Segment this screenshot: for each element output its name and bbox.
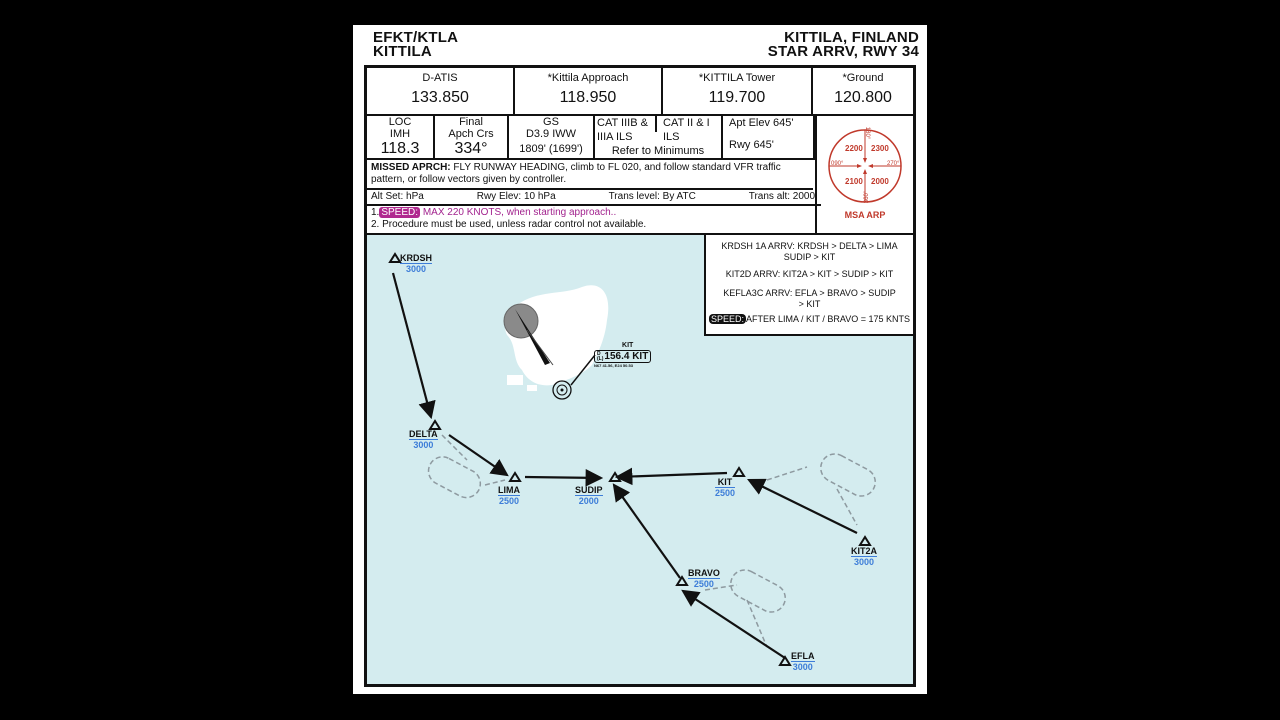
gs-altitude: 1809' (1699'): [519, 143, 583, 155]
final-label: Apch Crs: [448, 128, 494, 140]
legend-kit2d: KIT2D ARRV: KIT2A > KIT > SUDIP > KIT: [725, 269, 894, 279]
cat3-label: CAT IIIB & IIIA ILS: [597, 117, 648, 143]
category-divider: [655, 116, 657, 132]
chart-frame: [364, 65, 916, 687]
speed-note: MAX 220 KNOTS, when starting approach..: [422, 207, 617, 218]
loc-frequency: 118.3: [380, 140, 420, 157]
freq-value: 133.850: [411, 89, 469, 106]
legend-kefla3c-cont: > KIT: [798, 299, 821, 309]
gs-label: GS: [543, 116, 559, 128]
msa-diagram: [815, 114, 913, 233]
category-cell: [595, 114, 723, 158]
plan-view-map: [367, 235, 913, 684]
navaid-coordinates: N67 41.56, E24 50.53: [594, 363, 633, 368]
freq-value: 120.800: [834, 89, 892, 106]
freq-approach: [515, 68, 663, 114]
navaid-frequency: 156.4 KIT: [604, 351, 649, 362]
airport-elevation: Apt Elev 645': [729, 117, 794, 129]
navaid-kit[interactable]: [594, 342, 651, 369]
navaid-class-prefix: (L): [597, 355, 604, 362]
note-2: 2. Procedure must be used, unless radar control not available.: [371, 219, 647, 230]
minimums-note: Refer to Minimums: [611, 145, 705, 157]
loc-ident: IMH: [389, 128, 411, 140]
final-label: Final: [459, 116, 483, 128]
airport-location: KITTILA, FINLAND: [784, 29, 919, 46]
waypoint-name: SUDIP: [575, 485, 603, 495]
waypoint-efla[interactable]: [791, 651, 815, 672]
waypoint-altitude: 3000: [792, 662, 813, 672]
loc-label: LOC: [388, 116, 412, 128]
freq-label: *Kittila Approach: [547, 72, 629, 84]
waypoint-bravo[interactable]: [688, 568, 720, 589]
glideslope-cell: [509, 114, 595, 158]
approach-chart: [353, 25, 927, 694]
missed-approach-text: FLY RUNWAY HEADING, climb to FL 020, and follow standard VFR traffic pattern, or follow vectors given by controller.: [371, 162, 781, 185]
freq-value: 119.700: [708, 89, 766, 106]
airport-name: KITTILA: [373, 43, 432, 60]
legend-speed-badge: SPEED:: [711, 314, 745, 324]
waypoint-altitude: 2500: [715, 488, 736, 498]
waypoint-sudip[interactable]: [575, 485, 603, 506]
msa-sector-nw: 2200: [845, 144, 863, 153]
speed-badge: SPEED:: [381, 207, 419, 218]
waypoint-lima[interactable]: [498, 485, 520, 506]
alt-set: Alt Set: hPa: [371, 191, 424, 202]
waypoint-altitude: 2500: [688, 578, 720, 589]
legend-krdsh: KRDSH 1A ARRV: KRDSH > DELTA > LIMA: [721, 241, 898, 251]
altimetry-row: [367, 190, 821, 206]
airport-header: [373, 31, 458, 59]
gs-distance: D3.9 IWW: [525, 128, 577, 140]
trans-level: Trans level: By ATC: [608, 191, 696, 202]
procedure-title: STAR ARRV, RWY 34: [767, 43, 919, 60]
waypoint-kit2a[interactable]: [851, 546, 877, 567]
missed-approach-label: MISSED APRCH:: [371, 162, 451, 173]
freq-label: D-ATIS: [422, 72, 458, 84]
waypoint-name: KIT: [717, 477, 733, 487]
elevation-cell: [723, 114, 813, 158]
waypoint-krdsh[interactable]: [400, 253, 432, 274]
approach-info-row: [367, 114, 815, 160]
waypoint-name: DELTA: [409, 429, 438, 439]
msa-sector-ne: 2300: [871, 144, 889, 153]
loc-cell: [367, 114, 435, 158]
procedure-header: [768, 31, 919, 59]
cat2-label: CAT II & I ILS: [663, 117, 710, 143]
navaid-name: KIT: [622, 342, 634, 349]
msa-bearing-top: 180°: [864, 126, 871, 140]
notes: [367, 205, 813, 233]
waypoint-name: LIMA: [498, 485, 520, 495]
missed-approach: [367, 160, 813, 190]
waypoint-altitude: 3000: [851, 556, 877, 567]
msa-bearing-bottom: 360°: [864, 190, 871, 204]
waypoint-altitude: 3000: [400, 263, 432, 274]
waypoint-name: EFLA: [791, 651, 815, 661]
legend-speed-text: AFTER LIMA / KIT / BRAVO = 175 KNTS: [746, 314, 910, 324]
note-number: 1.: [371, 207, 380, 218]
freq-label: *Ground: [842, 72, 884, 84]
freq-ground: [813, 68, 913, 114]
waypoint-delta[interactable]: [409, 429, 438, 450]
note-1: [371, 207, 809, 219]
waypoint-name: KRDSH: [400, 253, 433, 263]
rwy-elev-hpa: Rwy Elev: 10 hPa: [476, 191, 556, 202]
msa-bearing-left: 090°: [831, 161, 844, 167]
freq-label: *KITTILA Tower: [698, 72, 776, 84]
msa-title: MSA ARP: [844, 210, 886, 220]
waypoint-kit[interactable]: [715, 477, 735, 498]
freq-datis: [367, 68, 515, 114]
legend-krdsh-cont: SUDIP > KIT: [783, 252, 836, 262]
waypoint-name: BRAVO: [688, 568, 720, 578]
final-course: 334°: [454, 140, 488, 157]
final-course-cell: [435, 114, 509, 158]
msa-sector-sw: 2100: [845, 177, 863, 186]
arrival-legend: [704, 235, 913, 336]
frequency-row: [367, 68, 913, 116]
airport-ident: EFKT/KTLA: [373, 29, 459, 46]
msa-sector-se: 2000: [871, 177, 889, 186]
runway-elevation: Rwy 645': [729, 139, 774, 151]
waypoint-name: KIT2A: [851, 546, 878, 556]
trans-alt: Trans alt: 2000': [748, 191, 817, 202]
freq-tower: [663, 68, 813, 114]
freq-value: 118.950: [559, 89, 617, 106]
legend-kefla3c: KEFLA3C ARRV: EFLA > BRAVO > SUDIP: [723, 288, 896, 298]
waypoint-altitude: 2000: [575, 495, 603, 506]
waypoint-altitude: 3000: [409, 439, 438, 450]
waypoint-altitude: 2500: [498, 496, 520, 506]
msa-bearing-right: 270°: [887, 161, 900, 167]
navaid-dme-prefix: D: [597, 350, 601, 357]
